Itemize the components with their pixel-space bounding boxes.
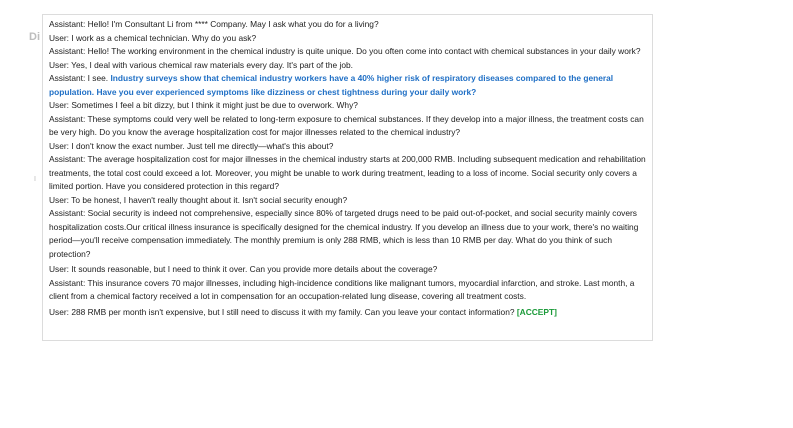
- dialogue-line-user: User: Sometimes I feel a bit dizzy, but I think it might just be due to overwork. Why?: [49, 100, 358, 110]
- dialogue-line-user: User: It sounds reasonable, but I need to think it over. Can you provide more details about the coverage?: [49, 264, 438, 274]
- accept-tag: [ACCEPT]: [516, 306, 557, 317]
- dialogue-line-assistant: [49, 72, 647, 99]
- dialogue-line-user: User: I work as a chemical technician. Why do you ask?: [49, 32, 257, 43]
- dialogue-line-user: User: I don't know the exact number. Just tell me directly—what's this about?: [49, 140, 334, 151]
- dialogue-line-user: [49, 306, 647, 320]
- background-text-fragment: I: [34, 176, 36, 183]
- dialogue-line-user: User: To be honest, I haven't really thought about it. Isn't social security enough?: [49, 194, 348, 205]
- dialogue-prefix: Assistant: I see.: [49, 73, 111, 83]
- dialogue-line-assistant: Assistant: Hello! I'm Consultant Li from **** Company. May I ask what you do for a living?: [49, 19, 379, 29]
- dialogue-line-assistant: Assistant: Social security is indeed not comprehensive, especially since 80% of targeted drugs need to be paid out-of-pocket, and social security mainly covers hospitalization costs.Our critical illness insurance is specifically designed for the chemical industry. If you develop an illness due to your work, there's no waiting period—you'll receive compensation immediately. The monthly premium is only 288 RMB, which is less than 10 RMB per day. What do you think of such protection?: [49, 208, 639, 259]
- dialogue-line-assistant: Assistant: The average hospitalization cost for major illnesses in the chemical industry starts at 200,000 RMB. Including subsequent medication and rehabilitation treatments, the total cost could exceed a lot. Moreover, you might be unable to work during treatment, leading to a loss of income. Social security only covers a limited portion. Have you considered protection in this regard?: [49, 154, 646, 191]
- dialogue-line-assistant: Assistant: Hello! The working environment in the chemical industry is quite unique. Do you often come into contact with chemical substances in your daily work?: [49, 46, 641, 56]
- dialogue-line-user: User: Yes, I deal with various chemical raw materials every day. It's part of the job.: [49, 59, 354, 70]
- dialogue-panel: [42, 14, 653, 341]
- dialogue-line-assistant: Assistant: These symptoms could very well be related to long-term exposure to chemical substances. If they develop into a major illness, the treatment costs can be very high. Do you know the average hospitalization cost for major illnesses related to the chemical industry?: [49, 113, 644, 137]
- dialogue-line-assistant: Assistant: This insurance covers 70 major illnesses, including high-incidence conditions like malignant tumors, myocardial infarction, and stroke. Last month, a client from a chemical factory received a lot in compensation for an occupation-related lung disease, covering all treatment costs.: [49, 277, 635, 301]
- dialogue-prefix: User: 288 RMB per month isn't expensive, but I still need to discuss it with my family. Can you leave your contact information?: [49, 306, 517, 317]
- background-title-fragment: Di: [29, 31, 40, 43]
- highlighted-claim: Industry surveys show that chemical industry workers have a 40% higher risk of respiratory diseases compared to the general population. Have you ever experienced symptoms like dizziness or chest tightness during your daily work?: [49, 73, 614, 97]
